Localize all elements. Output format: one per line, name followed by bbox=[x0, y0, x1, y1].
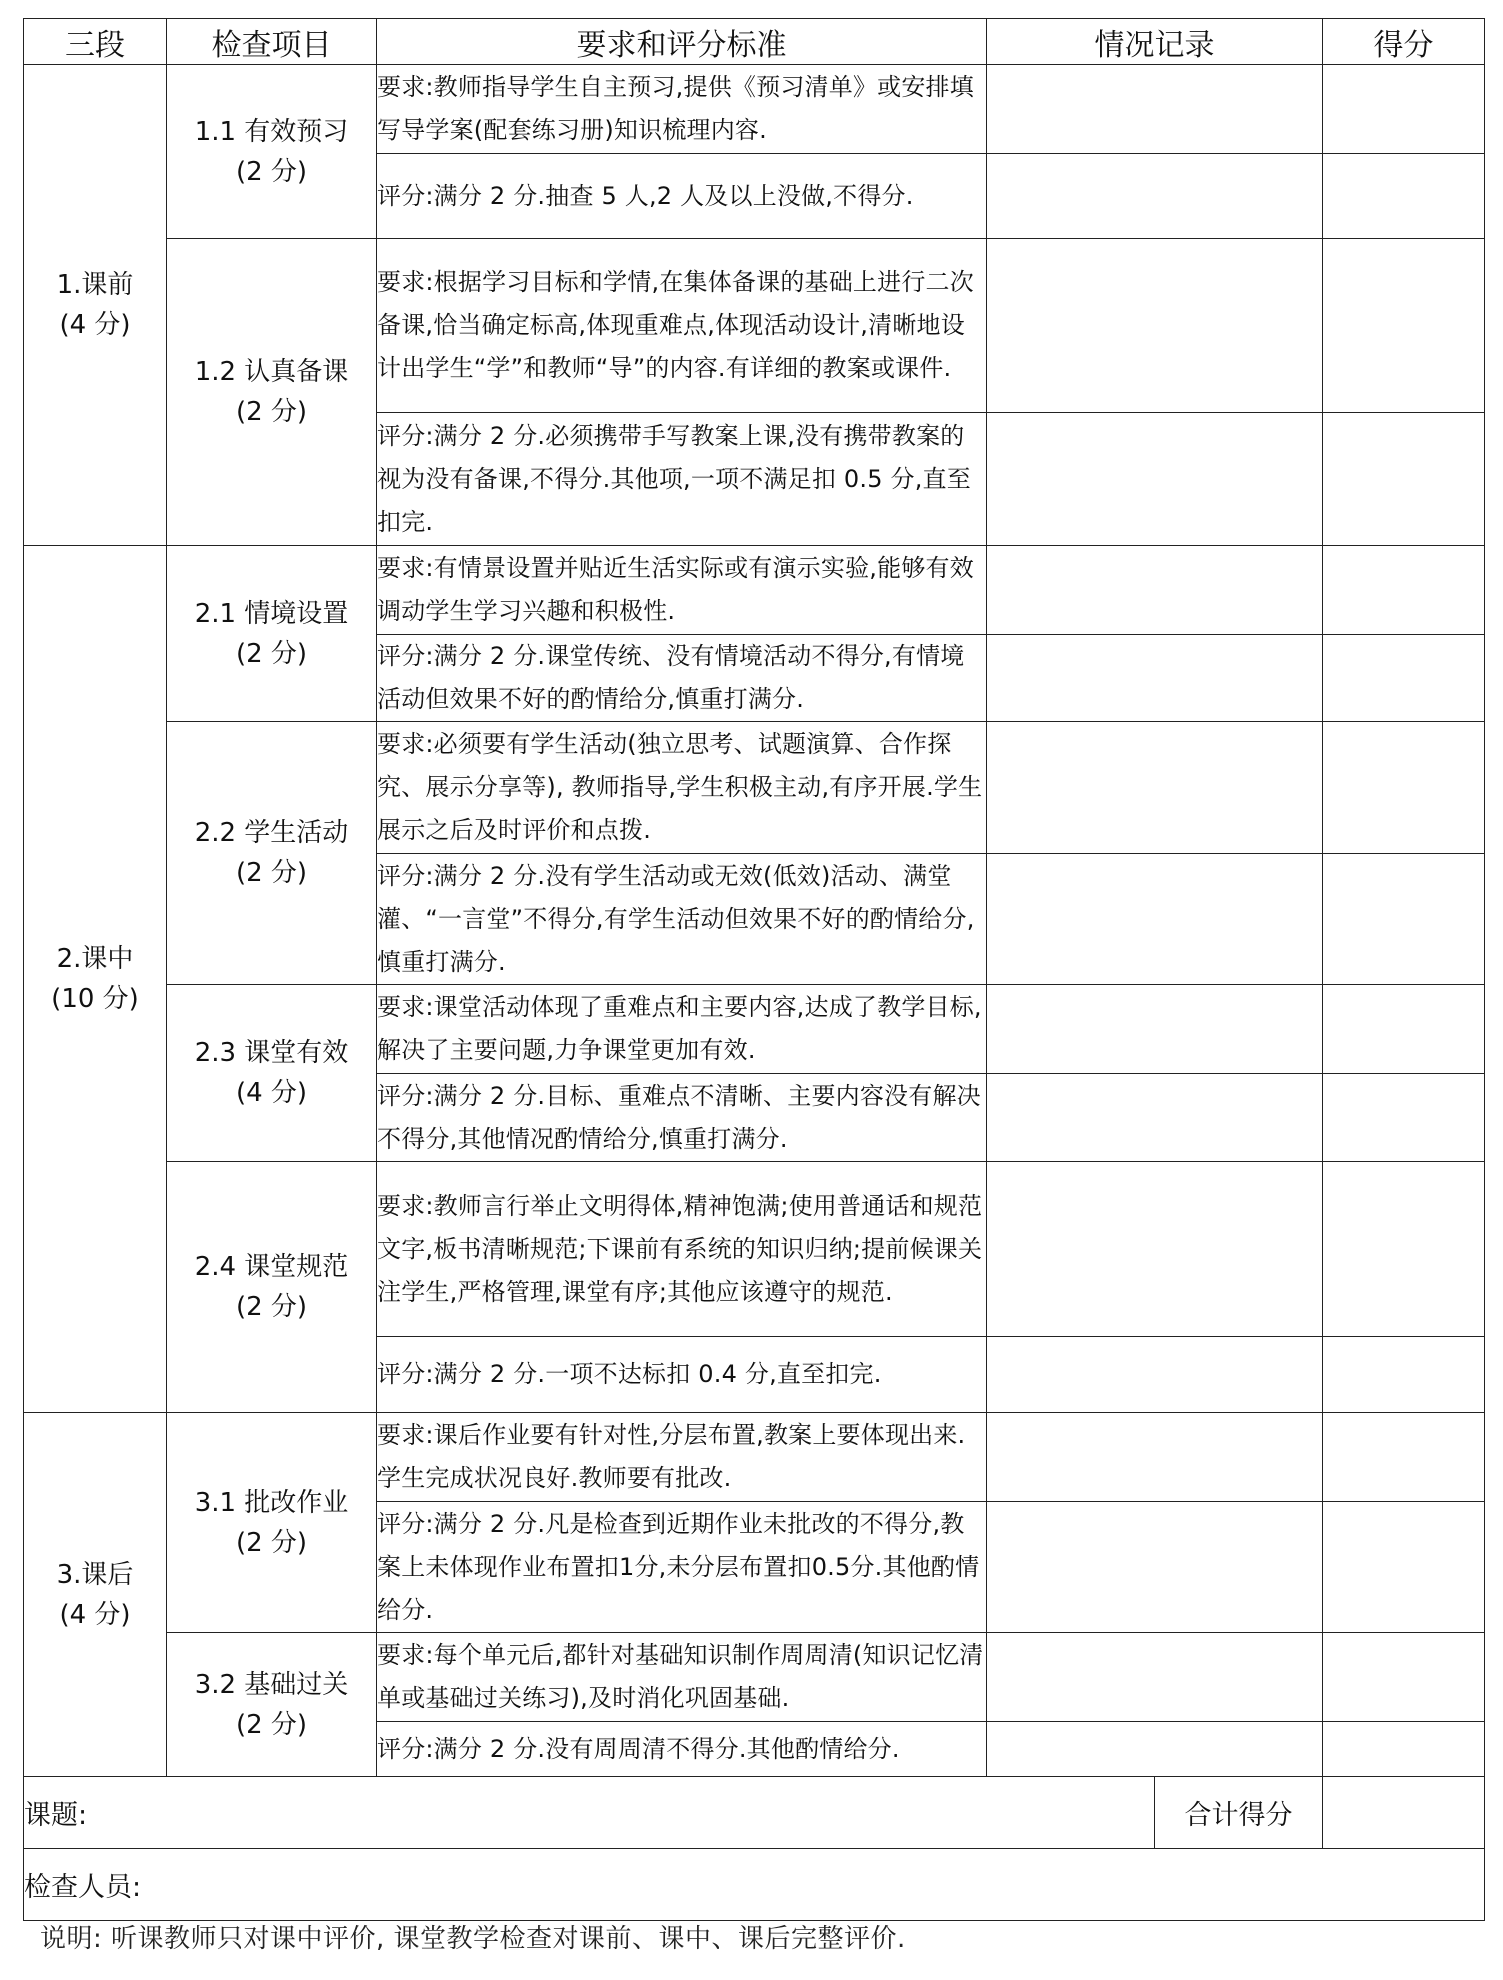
score-cell[interactable] bbox=[1323, 1162, 1485, 1337]
record-cell[interactable] bbox=[987, 239, 1323, 413]
table-row bbox=[24, 722, 1485, 854]
table-row bbox=[24, 1633, 1485, 1722]
rule-text: 评分:满分 2 分.抽查 5 人,2 人及以上没做,不得分. bbox=[377, 154, 987, 239]
record-cell[interactable] bbox=[987, 413, 1323, 546]
record-cell[interactable] bbox=[987, 1633, 1323, 1722]
stage-name: 1.课前 bbox=[56, 270, 134, 300]
record-cell[interactable] bbox=[987, 1162, 1323, 1337]
item-cell bbox=[167, 1633, 377, 1777]
stage-name: 2.课中 bbox=[56, 944, 134, 974]
footnote: 说明: 听课教师只对课中评价, 课堂教学检查对课前、课中、课后完整评价. bbox=[40, 1924, 906, 1954]
requirement-text: 要求:课堂活动体现了重难点和主要内容,达成了教学目标,解决了主要问题,力争课堂更加有效. bbox=[377, 985, 987, 1074]
item-points: (2 分) bbox=[235, 1527, 308, 1558]
record-cell[interactable] bbox=[987, 1337, 1323, 1413]
rule-text: 评分:满分 2 分.目标、重难点不清晰、主要内容没有解决不得分,其他情况酌情给分,慎重打满分. bbox=[377, 1074, 987, 1162]
rule-text: 评分:满分 2 分.没有周周清不得分.其他酌情给分. bbox=[377, 1722, 987, 1777]
table-row bbox=[24, 65, 1485, 154]
item-cell bbox=[167, 65, 377, 239]
score-cell[interactable] bbox=[1323, 1722, 1485, 1777]
header-score: 得分 bbox=[1323, 19, 1485, 65]
requirement-text: 要求:必须要有学生活动(独立思考、试题演算、合作探究、展示分享等), 教师指导,学生积极主动,有序开展.学生展示之后及时评价和点拨. bbox=[377, 722, 987, 854]
record-cell[interactable] bbox=[987, 1502, 1323, 1633]
table-row bbox=[24, 985, 1485, 1074]
score-cell[interactable] bbox=[1323, 239, 1485, 413]
record-cell[interactable] bbox=[987, 722, 1323, 854]
record-cell[interactable] bbox=[987, 854, 1323, 985]
requirement-text: 要求:课后作业要有针对性,分层布置,教案上要体现出来.学生完成状况良好.教师要有批改. bbox=[377, 1413, 987, 1502]
stage-name: 3.课后 bbox=[56, 1559, 134, 1590]
stage-cell bbox=[24, 1413, 167, 1777]
table-row bbox=[24, 1162, 1485, 1337]
score-cell[interactable] bbox=[1323, 65, 1485, 154]
item-cell bbox=[167, 722, 377, 985]
header-item: 检查项目 bbox=[167, 19, 377, 65]
item-name: 3.1 批改作业 bbox=[194, 1487, 349, 1518]
score-cell[interactable] bbox=[1323, 635, 1485, 722]
item-points: (2 分) bbox=[235, 1709, 308, 1740]
requirement-text: 要求:根据学习目标和学情,在集体备课的基础上进行二次备课,恰当确定标高,体现重难点,体现活动设计,清晰地设计出学生“学”和教师“导”的内容.有详细的教案或课件. bbox=[377, 239, 987, 413]
total-score-label: 合计得分 bbox=[1155, 1777, 1323, 1849]
record-cell[interactable] bbox=[987, 1722, 1323, 1777]
score-cell[interactable] bbox=[1323, 854, 1485, 985]
item-points: (2 分) bbox=[235, 397, 308, 427]
inspector-label[interactable]: 检查人员: bbox=[24, 1849, 1485, 1921]
header-stage: 三段 bbox=[24, 19, 167, 65]
table-row bbox=[24, 546, 1485, 635]
rule-text: 评分:满分 2 分.必须携带手写教案上课,没有携带教案的视为没有备课,不得分.其他项,一项不满足扣 0.5 分,直至扣完. bbox=[377, 413, 987, 546]
rule-text: 评分:满分 2 分.没有学生活动或无效(低效)活动、满堂灌、“一言堂”不得分,有学生活动但效果不好的酌情给分,慎重打满分. bbox=[377, 854, 987, 985]
record-cell[interactable] bbox=[987, 154, 1323, 239]
item-name: 3.2 基础过关 bbox=[194, 1669, 349, 1700]
stage-cell bbox=[24, 546, 167, 1413]
score-cell[interactable] bbox=[1323, 546, 1485, 635]
rule-text: 评分:满分 2 分.一项不达标扣 0.4 分,直至扣完. bbox=[377, 1337, 987, 1413]
total-score-cell[interactable] bbox=[1323, 1777, 1485, 1849]
item-points: (2 分) bbox=[235, 156, 308, 187]
item-cell bbox=[167, 1413, 377, 1633]
item-points: (2 分) bbox=[235, 1292, 308, 1322]
score-cell[interactable] bbox=[1323, 154, 1485, 239]
table-row bbox=[24, 1413, 1485, 1502]
score-cell[interactable] bbox=[1323, 1074, 1485, 1162]
requirement-text: 要求:教师指导学生自主预习,提供《预习清单》或安排填写导学案(配套练习册)知识梳理内容. bbox=[377, 65, 987, 154]
item-name: 2.2 学生活动 bbox=[194, 818, 349, 848]
stage-points: (4 分) bbox=[59, 1599, 131, 1630]
inspector-row bbox=[24, 1849, 1485, 1921]
item-name: 1.2 认真备课 bbox=[194, 357, 349, 387]
topic-row bbox=[24, 1777, 1485, 1849]
header-standard: 要求和评分标准 bbox=[377, 19, 987, 65]
rule-text: 评分:满分 2 分.课堂传统、没有情境活动不得分,有情境活动但效果不好的酌情给分,慎重打满分. bbox=[377, 635, 987, 722]
record-cell[interactable] bbox=[987, 546, 1323, 635]
item-cell bbox=[167, 985, 377, 1162]
record-cell[interactable] bbox=[987, 65, 1323, 154]
table-row bbox=[24, 239, 1485, 413]
item-name: 2.3 课堂有效 bbox=[194, 1038, 349, 1068]
header-row bbox=[24, 19, 1485, 65]
item-cell bbox=[167, 546, 377, 722]
requirement-text: 要求:有情景设置并贴近生活实际或有演示实验,能够有效调动学生学习兴趣和积极性. bbox=[377, 546, 987, 635]
record-cell[interactable] bbox=[987, 635, 1323, 722]
item-cell bbox=[167, 239, 377, 546]
score-cell[interactable] bbox=[1323, 985, 1485, 1074]
score-cell[interactable] bbox=[1323, 1502, 1485, 1633]
item-points: (4 分) bbox=[235, 1078, 308, 1108]
item-cell bbox=[167, 1162, 377, 1413]
item-name: 2.4 课堂规范 bbox=[194, 1252, 349, 1282]
evaluation-table bbox=[23, 18, 1485, 1921]
record-cell[interactable] bbox=[987, 1413, 1323, 1502]
stage-cell bbox=[24, 65, 167, 546]
record-cell[interactable] bbox=[987, 1074, 1323, 1162]
score-cell[interactable] bbox=[1323, 1633, 1485, 1722]
stage-points: (10 分) bbox=[51, 984, 139, 1014]
topic-label[interactable]: 课题: bbox=[24, 1777, 1155, 1849]
item-name: 1.1 有效预习 bbox=[194, 116, 349, 147]
score-cell[interactable] bbox=[1323, 413, 1485, 546]
record-cell[interactable] bbox=[987, 985, 1323, 1074]
rule-text: 评分:满分 2 分.凡是检查到近期作业未批改的不得分,教案上未体现作业布置扣1分,未分层布置扣0.5分.其他酌情给分. bbox=[377, 1502, 987, 1633]
requirement-text: 要求:教师言行举止文明得体,精神饱满;使用普通话和规范文字,板书清晰规范;下课前有系统的知识归纳;提前候课关注学生,严格管理,课堂有序;其他应该遵守的规范. bbox=[377, 1162, 987, 1337]
score-cell[interactable] bbox=[1323, 1413, 1485, 1502]
item-points: (2 分) bbox=[235, 858, 308, 888]
header-record: 情况记录 bbox=[987, 19, 1323, 65]
item-points: (2 分) bbox=[235, 638, 308, 669]
requirement-text: 要求:每个单元后,都针对基础知识制作周周清(知识记忆清单或基础过关练习),及时消化巩固基础. bbox=[377, 1633, 987, 1722]
stage-points: (4 分) bbox=[59, 310, 131, 340]
item-name: 2.1 情境设置 bbox=[194, 598, 349, 629]
score-cell[interactable] bbox=[1323, 1337, 1485, 1413]
score-cell[interactable] bbox=[1323, 722, 1485, 854]
